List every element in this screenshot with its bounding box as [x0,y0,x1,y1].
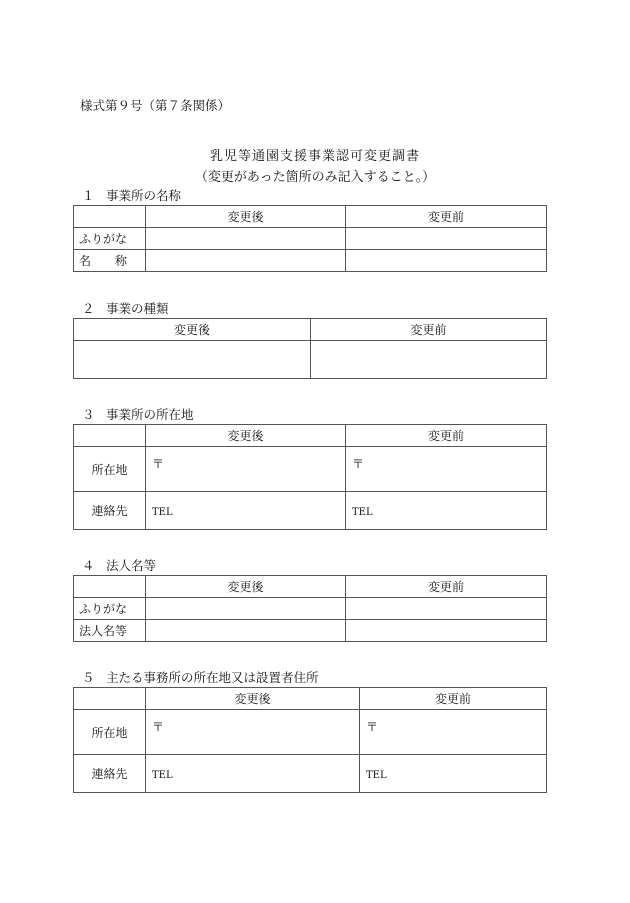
tel-label: TEL [366,769,387,781]
input-cell-after[interactable] [146,710,360,755]
input-cell-before[interactable] [346,598,547,620]
row-label-contact: 連絡先 [74,755,146,793]
section-title: 事業所の名称 [106,188,182,203]
input-cell-after[interactable] [146,755,360,793]
input-cell-before[interactable] [346,620,547,642]
section-number: ３ [82,407,95,422]
input-cell-before[interactable] [346,250,547,272]
postal-mark: 〒 [152,456,165,471]
input-cell-before[interactable] [360,755,547,793]
tel-label: TEL [352,506,373,518]
input-cell-before[interactable] [346,228,547,250]
section-title: 法人名等 [106,558,157,573]
postal-mark: 〒 [352,456,365,471]
row-label-name: 名 称 [74,250,146,272]
header-before: 変更前 [346,206,547,228]
section-title: 事業所の所在地 [106,407,194,422]
section-title: 主たる事務所の所在地又は設置者住所 [106,670,319,685]
input-cell-after[interactable] [146,447,346,492]
row-label-contact: 連絡先 [74,492,146,530]
row-label-corporation-name: 法人名等 [74,620,146,642]
header-after: 変更後 [146,576,346,598]
tel-label: TEL [152,769,173,781]
input-cell-before[interactable] [346,492,547,530]
input-cell-before[interactable] [346,447,547,492]
input-cell-after[interactable] [146,620,346,642]
postal-mark: 〒 [366,719,379,734]
header-after: 変更後 [74,319,311,341]
section-2-table [73,318,547,379]
corner-cell [74,576,146,598]
row-label-furigana: ふりがな [74,228,146,250]
section-4-table [73,575,547,642]
row-label-furigana: ふりがな [74,598,146,620]
corner-cell [74,425,146,447]
input-cell-after[interactable] [74,341,311,379]
input-cell-after[interactable] [146,250,346,272]
tel-label: TEL [152,506,173,518]
document-title: 乳児等通園支援事業認可変更調書 [209,149,420,164]
section-3-table [73,424,547,530]
header-before: 変更前 [360,688,547,710]
row-label-location: 所在地 [74,710,146,755]
section-4-heading [82,556,156,574]
row-label-location: 所在地 [74,447,146,492]
section-number: ２ [82,301,95,316]
input-cell-after[interactable] [146,492,346,530]
input-cell-before[interactable] [311,341,547,379]
section-5-heading [82,668,319,686]
corner-cell [74,206,146,228]
header-before: 変更前 [346,425,547,447]
section-1-heading [82,186,181,204]
section-2-heading [82,299,169,317]
header-before: 変更前 [311,319,547,341]
section-number: １ [82,188,95,203]
postal-mark: 〒 [152,719,165,734]
document-subtitle: （変更があった箇所のみ記入すること。） [194,170,436,185]
header-after: 変更後 [146,206,346,228]
form-number: 様式第９号（第７条関係） [80,98,231,113]
input-cell-after[interactable] [146,228,346,250]
section-number: ５ [82,670,95,685]
corner-cell [74,688,146,710]
section-5-table [73,687,547,793]
header-after: 変更後 [146,425,346,447]
section-1-table [73,205,547,272]
section-3-heading [82,405,194,423]
header-before: 変更前 [346,576,547,598]
input-cell-after[interactable] [146,598,346,620]
section-title: 事業の種類 [106,301,169,316]
input-cell-before[interactable] [360,710,547,755]
section-number: ４ [82,558,95,573]
header-after: 変更後 [146,688,360,710]
